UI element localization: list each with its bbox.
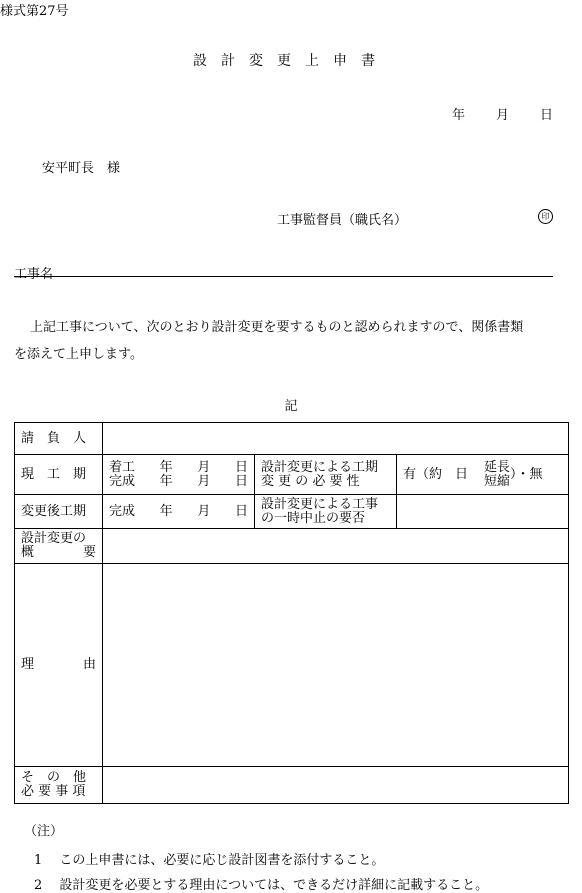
outline-label: 設計変更の 概 要 <box>15 529 103 564</box>
document-title: 設計変更上申書 <box>193 53 389 69</box>
table-row-contractor <box>15 423 569 455</box>
period-change-need-label: 設計変更による工期 変 更 の 必 要 性 <box>255 455 397 495</box>
application-table <box>14 422 569 804</box>
addressee: 安平町長 様 <box>42 161 121 176</box>
contractor-field[interactable] <box>103 423 569 455</box>
table-row-outline <box>15 529 569 564</box>
table-row-new-period <box>15 495 569 529</box>
body-text-line-1: 上記工事について、次のとおり設計変更を要するものと認められますので、関係書類 <box>30 320 524 335</box>
ki-heading: 記 <box>284 399 298 414</box>
date-month: 月 <box>496 108 510 123</box>
seal-mark: 印 <box>538 209 553 224</box>
reason-label: 理 由 <box>15 564 103 767</box>
outline-field[interactable] <box>103 529 569 564</box>
date-year: 年 <box>452 108 466 123</box>
current-period-field[interactable]: 着工 年 月 日 完成 年 月 日 <box>103 455 255 495</box>
note-2: 2 設計変更を必要とする理由については、できるだけ詳細に記載すること。 <box>34 878 489 893</box>
body-text-line-2: を添えて上申します。 <box>14 347 143 362</box>
form-number: 様式第27号 <box>0 4 69 19</box>
project-name-line <box>14 276 553 277</box>
date-day: 日 <box>540 108 554 123</box>
new-period-field[interactable]: 完成 年 月 日 <box>103 495 255 529</box>
table-row-other <box>15 767 569 804</box>
note-1: 1 この上申書には、必要に応じ設計図書を添付すること。 <box>34 853 385 868</box>
table-row-reason <box>15 564 569 767</box>
notes-heading: （注） <box>24 824 64 839</box>
period-label: 現 工 期 <box>15 455 103 495</box>
period-change-need-field[interactable]: 有（約 日 延長 短縮 ）・無 <box>397 455 569 495</box>
other-label: そ の 他 必 要 事 項 <box>15 767 103 804</box>
table-row-period <box>15 455 569 495</box>
new-period-label: 変更後工期 <box>15 495 103 529</box>
reason-field[interactable] <box>103 564 569 767</box>
suspension-field[interactable] <box>397 495 569 529</box>
contractor-label: 請 負 人 <box>15 423 103 455</box>
other-field[interactable] <box>103 767 569 804</box>
project-name-label: 工事名 <box>14 267 54 282</box>
suspension-label: 設計変更による工事 の一時中止の要否 <box>255 495 397 529</box>
supervisor-label: 工事監督員（職氏名） <box>277 213 408 228</box>
